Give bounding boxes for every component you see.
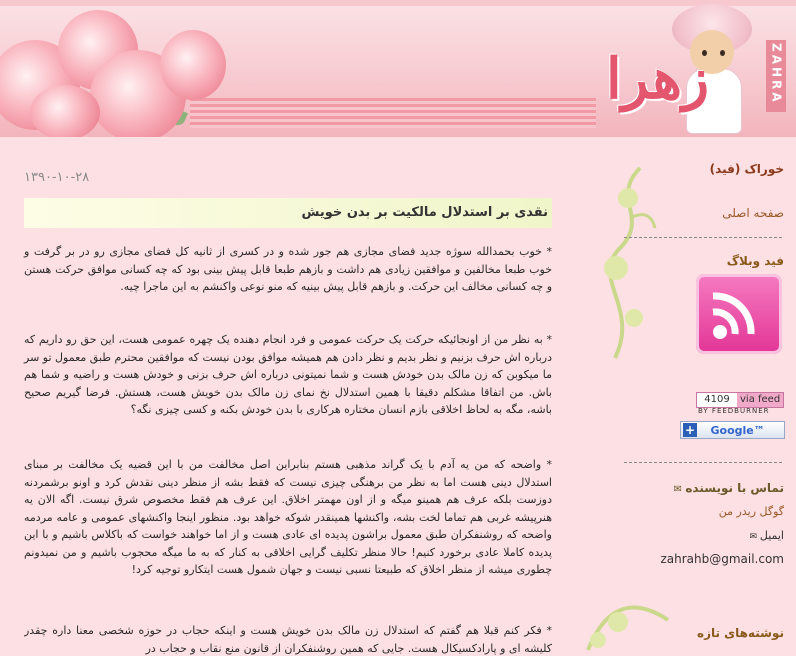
- roses-image: [0, 10, 230, 135]
- site-logo[interactable]: زهرا: [606, 46, 710, 112]
- post-date: ۱۳۹۰-۱۰-۲۸: [24, 170, 90, 185]
- contact-title: تماس با نویسنده ✉: [673, 481, 784, 495]
- post-paragraph-3: * واضحه که من یه آدم با یک گراند مذهبی هستم بنابراین اصل مخالفت من با این قضیه یک مخالفت بر مبنای استدلال دینی هست اما به نظر من برهنگی چیزی نیست که فقط بشه از منظر دینی نقدش کرد و اونو برشمردنه دوزست بلکه عرف هم همینو میگه و از اون مهمتر اخلاق. این عرف هم فقط مخصوص شرق نیست. اگه الان یه هنرپیشه غربی هم تماما لخت بشه، واکنشها همینقدر شوکه خواهد بود. منظور اینجا واکنشهای عمومی و عامه مردمه واضحه که روشنفکران طبق معمول براشون پدیده ای عادی هست و از اما خواهند خواست که باکلاس باشیم و با این پدیده کاملا عادی برخورد کنیم! حالا منظر تکلیف گرایی اخلاقی به کنار که به ما میگه محجوب باشیم و من نمیدونم چطوری میشه از منظر اخلاق که طبیعتا نسبی نیست و جهان شمول هست ایتکارو توجیه کرد!: [24, 458, 552, 576]
- feedburner-label: BY FEEDBURNER: [698, 407, 770, 415]
- blog-feed-title: فید وبلاگ: [726, 254, 784, 268]
- email-value[interactable]: zahrahb@gmail.com: [660, 552, 784, 566]
- post-paragraph-2: * به نظر من از اونجائیکه حرکت یک حرکت عمومی و فرد انجام دهنده یک چهره عمومی هست، این حق رو داریم که درباره اش حرف بزنیم و نظر بدیم و نظر دادن هم همیشه موافق بودن نیست که موافقین محترم طبق معمول تو سر ما میکوبن که زن مالک بدن خودش هست و شما نمیتونی درباره اش حرف بزنی و خودش هست و راضیه و شما هم باش. من اتفاقا مشکلم دقیقا با همین استدلال نخ نمای زن مالک بدن خویش هست، هستش. فرضا گیریم صحیح باشه، مگه به لحاظ اخلاقی بازم انسان مختاره هرکاری با بدن خودش بکنه و کسی چیزی نگه؟: [24, 333, 552, 416]
- feed-title: خوراک (فید): [709, 162, 784, 176]
- home-link[interactable]: صفحه اصلی: [722, 206, 784, 220]
- recent-posts-title: نوشته‌های تازه: [696, 626, 784, 640]
- mail-icon: ✉: [749, 532, 760, 542]
- divider: [624, 462, 782, 463]
- email-label: ایمیل ✉: [749, 529, 784, 542]
- post-paragraph-4: * فکر کنم قبلا هم گفتم که استدلال زن مالک بدن خویش هست و اینکه حجاب در حوزه شخصی معنا داره چقدر کلیشه ای و پارادکسیکال هست. جایی که همین روشنفکران از قانون منع نقاب و حجاب در: [24, 624, 552, 655]
- mail-icon: ✉: [673, 484, 686, 495]
- add-to-google-button[interactable]: + Google™: [680, 421, 785, 439]
- feed-counter[interactable]: 4109 via feed: [696, 392, 784, 408]
- rss-feed-icon[interactable]: [696, 274, 782, 354]
- header-banner: [0, 0, 796, 137]
- floral-ornament: [600, 158, 660, 378]
- post-paragraph-1: * خوب بحمدالله سوژه جدید فضای مجازی هم جور شده و در کسری از ثانیه کل فضای مجازی رو در بر گرفت و خوب طبعا مخالفین و موافقین زیادی هم داشت و بازهم طبعا قابل پیش بینی بود که چه کسانی موافق حرکت هستن و چه کسانی مخالف این حرکت. و بازهم قابل پیش بینیه که منو نوعی واکنشم به این ماجرا چیه.: [24, 245, 552, 293]
- plus-icon: +: [684, 423, 696, 437]
- floral-ornament-bottom: [578, 590, 796, 654]
- logo-vertical-text: ZAHRA: [766, 40, 786, 112]
- google-reader-link[interactable]: گوگل ریدر من: [718, 505, 784, 518]
- post-title[interactable]: نقدی بر استدلال مالکیت بر بدن خویش: [24, 198, 552, 228]
- divider: [624, 237, 782, 238]
- header-stripes: [190, 98, 596, 128]
